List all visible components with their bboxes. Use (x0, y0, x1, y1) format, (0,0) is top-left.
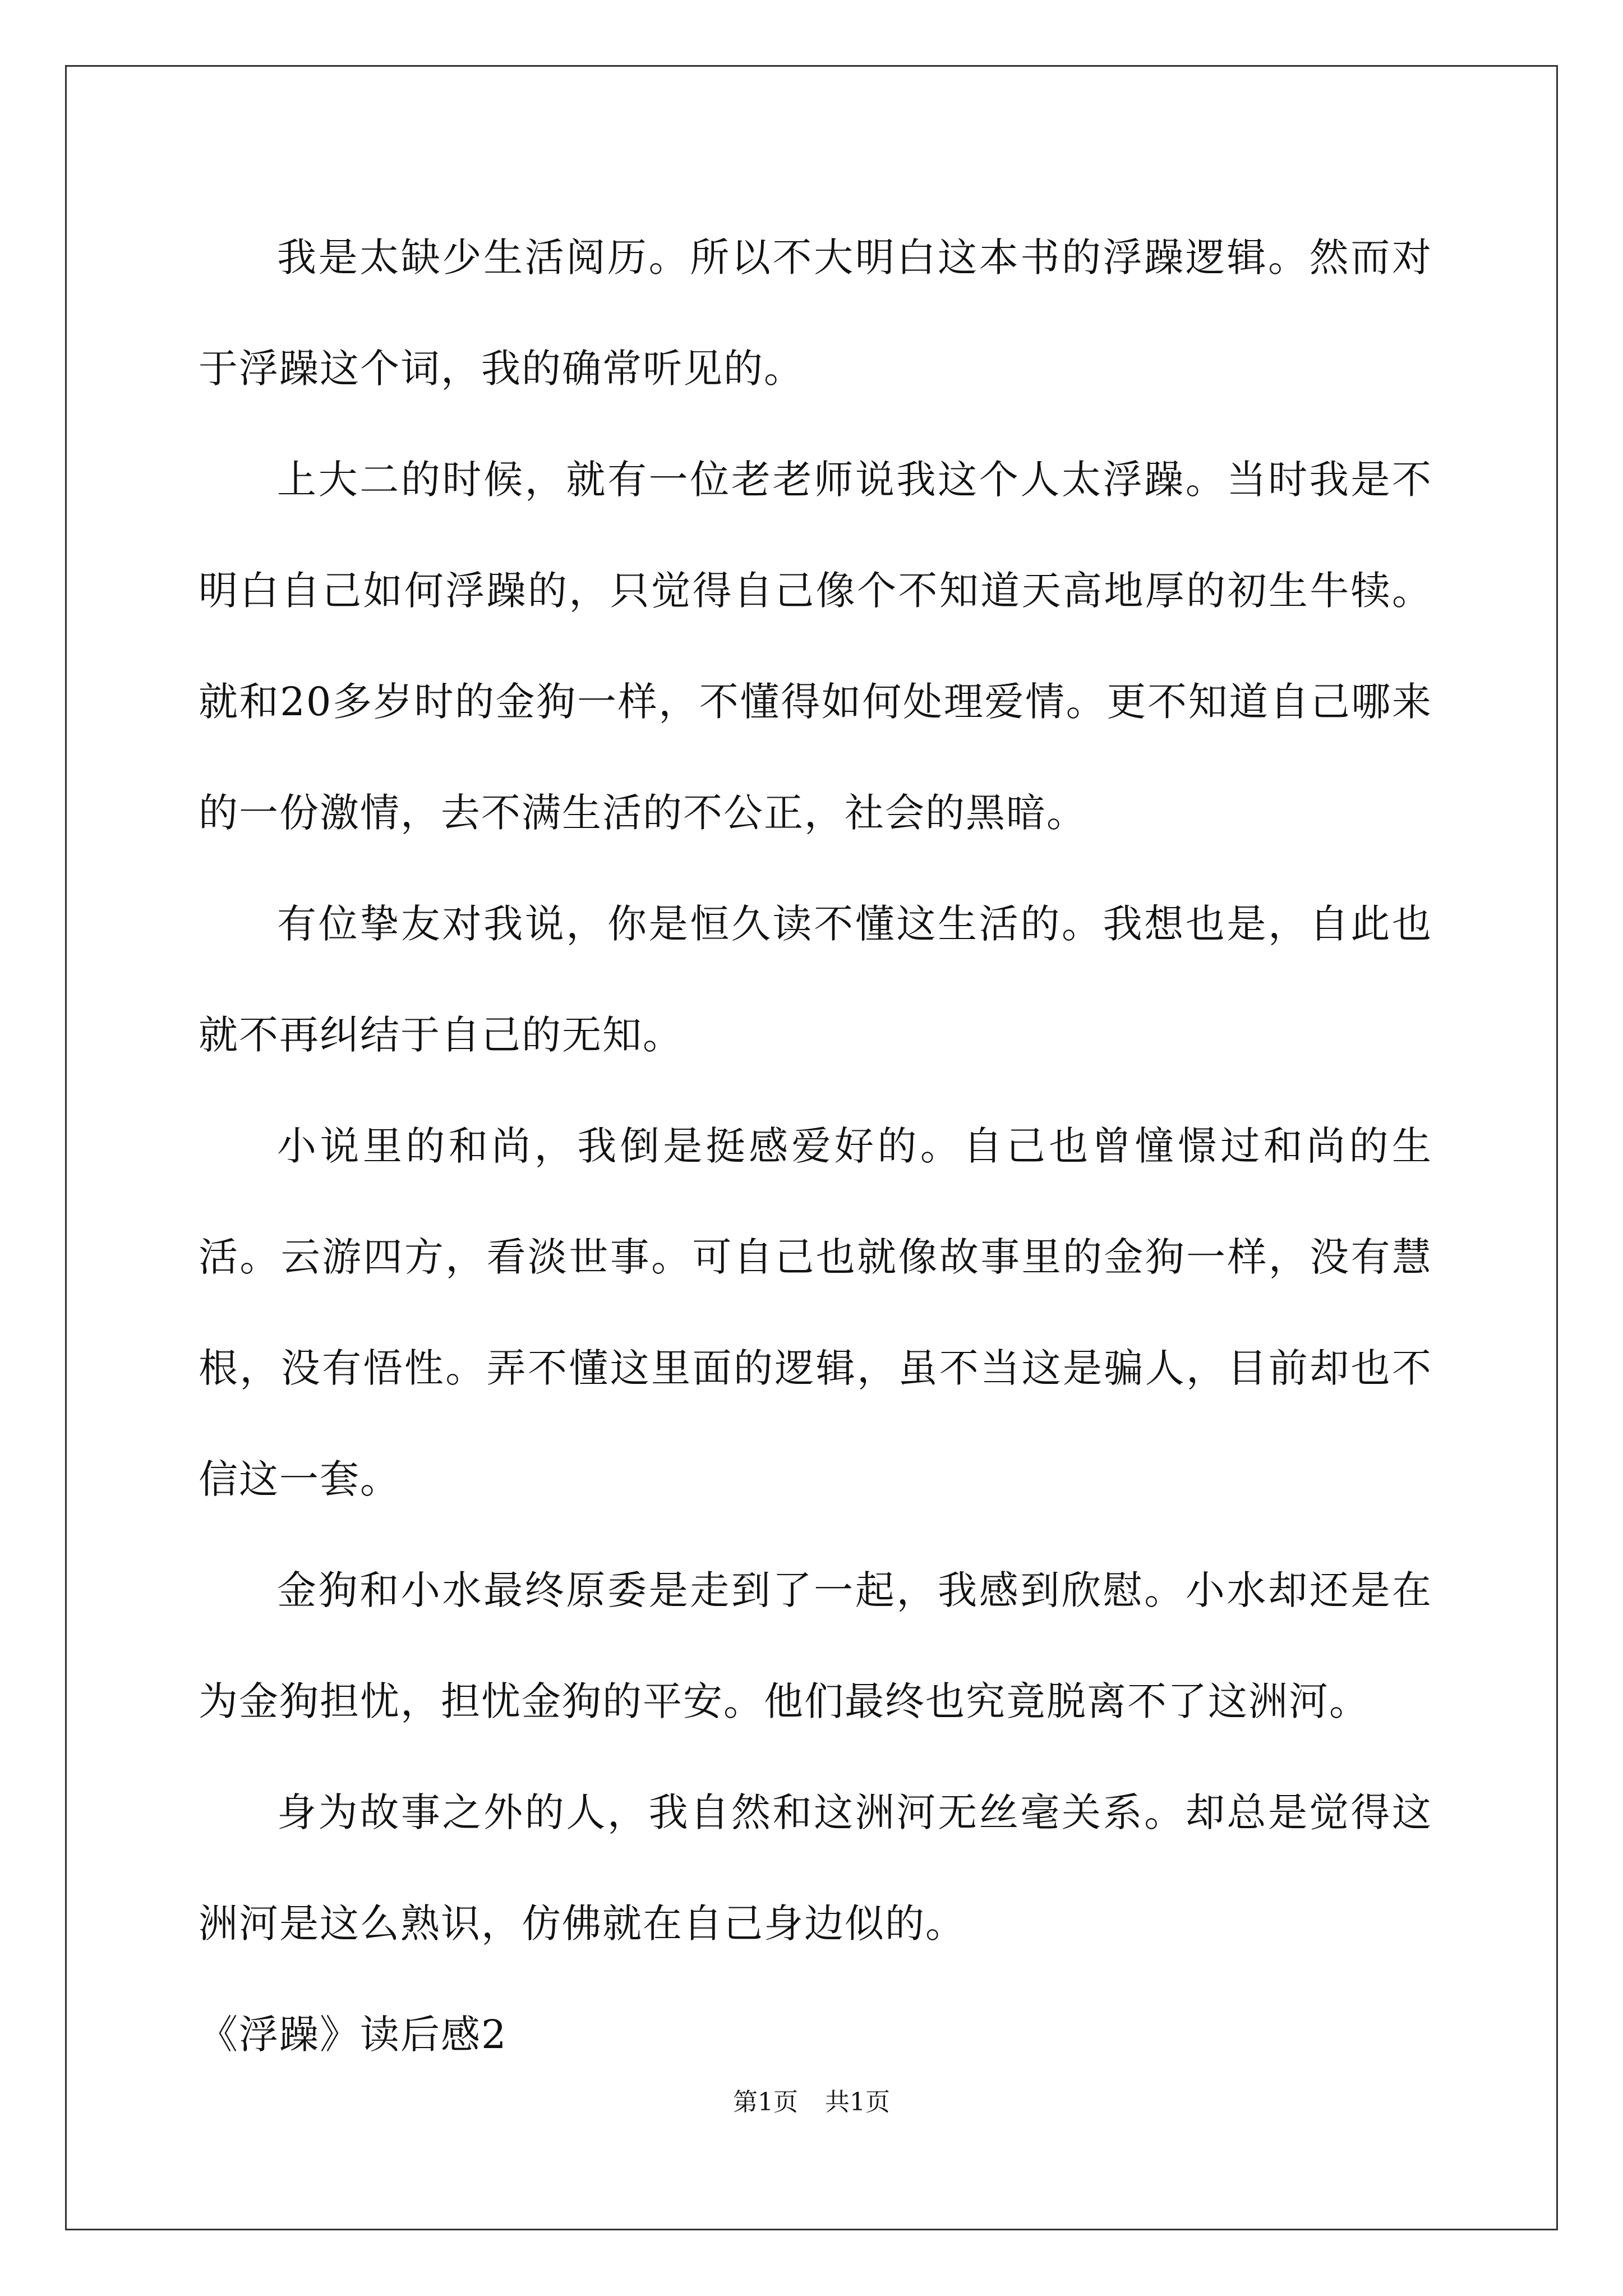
page-total: 共1页 (825, 2088, 890, 2116)
page-number: 第1页 (733, 2088, 798, 2116)
section-title: 《浮躁》读后感2 (199, 2012, 508, 2058)
paragraph-2: 上大二的时候，就有一位老老师说我这个人太浮躁。当时我是不明白自己如何浮躁的，只觉得自己像个不知道天高地厚的初生牛犊。就和20多岁时的金狗一样，不懂得如何处理爱情。更不知道自己哪来的一份激情，去不满生活的不公正，社会的黑暗。 (199, 457, 1432, 836)
page-footer (0, 2086, 1623, 2119)
paragraph-1: 我是太缺少生活阅历。所以不大明白这本书的浮躁逻辑。然而对于浮躁这个词，我的确常听见的。 (199, 234, 1432, 392)
paragraph-3: 有位挚友对我说，你是恒久读不懂这生活的。我想也是，自此也就不再纠结于自己的无知。 (199, 901, 1432, 1058)
paragraph-6: 身为故事之外的人，我自然和这洲河无丝毫关系。却总是觉得这洲河是这么熟识，仿佛就在自己身边似的。 (199, 1789, 1432, 1947)
paragraph-5: 金狗和小水最终原委是走到了一起，我感到欣慰。小水却还是在为金狗担忧，担忧金狗的平安。他们最终也究竟脱离不了这洲河。 (199, 1567, 1432, 1724)
document-body (199, 202, 1432, 2090)
paragraph-4: 小说里的和尚，我倒是挺感爱好的。自己也曾憧憬过和尚的生活。云游四方，看淡世事。可自己也就像故事里的金狗一样，没有慧根，没有悟性。弄不懂这里面的逻辑，虽不当这是骗人，目前却也不信这一套。 (199, 1123, 1432, 1502)
